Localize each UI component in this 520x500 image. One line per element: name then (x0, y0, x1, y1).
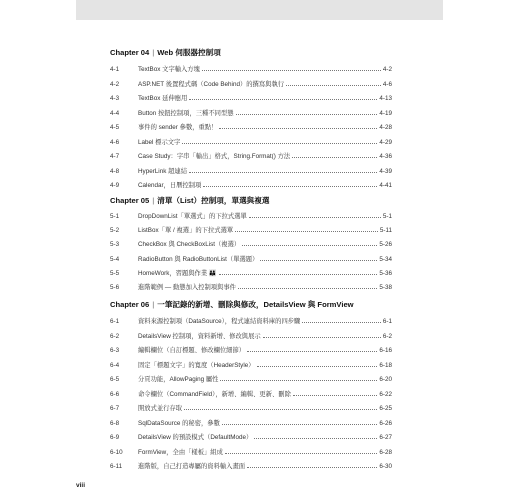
section-title: ListBox「單 / 複選」的下拉式選單 (138, 227, 234, 234)
page-ref: 5-38 (379, 284, 392, 291)
page-ref: 6-27 (379, 434, 392, 441)
section-number: 6-1 (110, 318, 120, 325)
page-ref: 6-20 (379, 376, 392, 383)
chapter-number: Chapter 04 (110, 48, 150, 57)
section-number: 4-7 (110, 153, 120, 160)
page-ref: 4-6 (382, 80, 392, 88)
toc-entry[interactable] (110, 150, 392, 161)
section-number: 6-4 (110, 361, 120, 369)
section-title: SqlDataSource 的秘密，參數 (138, 419, 220, 427)
section-number: 6-10 (110, 448, 123, 456)
section-number: 5-6 (110, 284, 120, 291)
chapter-heading (110, 195, 392, 206)
section-number: 6-3 (110, 347, 120, 354)
toc-entry[interactable] (110, 402, 392, 413)
section-number: 4-8 (110, 167, 120, 175)
section-number: 4-3 (110, 95, 120, 102)
section-number: 6-2 (110, 332, 120, 340)
section-number: 6-9 (110, 434, 120, 441)
page-ref: 5-11 (379, 227, 392, 234)
dot-leader (293, 388, 378, 396)
heading-divider: | (152, 48, 155, 57)
section-number: 5-5 (110, 269, 120, 277)
toc-entry[interactable] (110, 417, 392, 428)
section-title: Calendar，日曆控制項 (138, 182, 202, 189)
toc-entry[interactable] (110, 165, 392, 176)
section-title: CheckBox 與 CheckBoxList（複選） (138, 241, 241, 248)
toc-entry[interactable] (110, 179, 392, 190)
page-ref: 4-13 (379, 95, 392, 102)
chapter-number: Chapter 06 (110, 300, 150, 309)
section-title: Case Study：字串「輸出」格式，String.Format() 方法 (138, 153, 291, 160)
section-title: 進階版，自己打造專屬的資料輸入畫面 (138, 463, 246, 470)
dot-leader (263, 330, 381, 338)
chapter-heading (110, 299, 392, 310)
section-title: HomeWork，習題與作業 👪 (138, 269, 217, 277)
page-ref: 6-16 (379, 347, 392, 354)
page-ref: 6-26 (379, 419, 392, 427)
toc-entry[interactable] (110, 224, 392, 235)
page-ref: 4-2 (382, 66, 392, 73)
section-title: 分頁功能，AllowPaging 屬性 (138, 376, 219, 383)
page-ref: 6-30 (379, 463, 392, 470)
section-number: 4-6 (110, 138, 120, 146)
section-title: 事件的 sender 參數，重點！ (138, 124, 218, 131)
section-number: 5-3 (110, 241, 120, 248)
dot-leader (189, 92, 377, 100)
page-ref: 4-29 (379, 138, 392, 146)
toc-entry[interactable] (110, 78, 392, 89)
dot-leader (302, 315, 381, 323)
dot-leader (203, 179, 377, 187)
dot-leader (254, 431, 377, 439)
section-title: Button 按鈕控制項，三種不同型態 (138, 109, 234, 117)
dot-leader (247, 460, 377, 468)
page-ref: 4-36 (379, 153, 392, 160)
dot-leader (236, 107, 378, 115)
dot-leader (182, 136, 377, 144)
toc-entry[interactable] (110, 92, 392, 103)
section-number: 4-1 (110, 66, 120, 73)
toc-entry[interactable] (110, 238, 392, 249)
toc-entry[interactable] (110, 359, 392, 370)
page-ref: 4-19 (379, 109, 392, 117)
toc-entry[interactable] (110, 388, 392, 399)
page-ref: 6-28 (379, 448, 392, 456)
section-title: Label 標示文字 (138, 138, 181, 146)
section-number: 6-5 (110, 376, 120, 383)
page-ref: 5-1 (382, 212, 392, 220)
page-ref: 4-28 (379, 124, 392, 131)
section-title: DetailsView 的預設模式（DefaultMode） (138, 434, 253, 441)
dot-leader (242, 238, 377, 246)
section-number: 4-4 (110, 109, 120, 117)
toc-entry[interactable] (110, 431, 392, 442)
dot-leader (292, 150, 377, 158)
chapter-title: Web 伺服器控制項 (157, 48, 221, 57)
chapter-heading (110, 47, 392, 58)
section-number: 5-1 (110, 212, 120, 220)
section-title: FormView，全由「樣板」組成 (138, 448, 223, 456)
page-ref: 4-41 (379, 182, 392, 189)
dot-leader (238, 281, 377, 289)
footer-page-number: viii (76, 482, 86, 489)
dot-leader (249, 210, 381, 218)
toc-entry[interactable] (110, 330, 392, 341)
toc-entry[interactable] (110, 373, 392, 384)
section-title: 命令欄位（CommandField），新增、編輯、更新、刪除 (138, 390, 291, 398)
dot-leader (260, 253, 377, 261)
dot-leader (225, 446, 377, 454)
dot-leader (222, 417, 378, 425)
chapter-title: 一筆記錄的新增、刪除與修改，DetailsView 與 FormView (157, 300, 354, 309)
toc-entry[interactable] (110, 267, 392, 278)
section-title: TextBox 延伸應用 (138, 95, 188, 102)
section-number: 5-4 (110, 255, 120, 263)
dot-leader (202, 63, 381, 71)
dot-leader (286, 78, 381, 86)
heading-divider: | (152, 196, 155, 205)
toc-entry[interactable] (110, 107, 392, 118)
section-number: 4-9 (110, 182, 120, 189)
section-title: DetailsView 控制項，資料新增、修改與展示 (138, 332, 261, 340)
section-number: 6-11 (110, 463, 123, 470)
toc-entry[interactable] (110, 63, 392, 74)
page-ref: 6-2 (382, 332, 392, 340)
page-ref: 6-25 (379, 405, 392, 412)
toc-entry[interactable] (110, 446, 392, 457)
section-title: DropDownList「單選式」的下拉式選單 (138, 212, 247, 220)
page-ref: 5-26 (379, 241, 392, 248)
page-ref: 5-34 (379, 255, 392, 263)
section-title: TextBox 文字輸入方塊 (138, 66, 200, 73)
section-title: 固定「標題文字」的寬度（HeaderStyle） (138, 361, 255, 369)
dot-leader (220, 373, 377, 381)
section-number: 4-2 (110, 80, 120, 88)
toc-entry[interactable] (110, 136, 392, 147)
section-number: 5-2 (110, 227, 120, 234)
toc-entry[interactable] (110, 460, 392, 471)
toc-entry[interactable] (110, 121, 392, 132)
dot-leader (219, 121, 377, 129)
dot-leader (189, 165, 377, 173)
toc-entry[interactable] (110, 253, 392, 264)
toc-entry[interactable] (110, 210, 392, 221)
chapter-title: 清單（List）控制項，單選與複選 (157, 196, 270, 205)
heading-divider: | (152, 300, 155, 309)
section-number: 4-5 (110, 124, 120, 131)
section-title: 編輯欄位（自訂標題、修改欄位細節） (138, 347, 246, 354)
page-ref: 6-22 (379, 390, 392, 398)
dot-leader (219, 267, 378, 275)
section-title: 資料來源控制項（DataSource），程式連結資料庫的四步驟 (138, 318, 301, 325)
top-header-band (76, 0, 443, 20)
page-ref: 6-1 (382, 318, 392, 325)
section-title: 開放式並行存取 (138, 405, 183, 412)
toc-entry[interactable] (110, 344, 392, 355)
section-number: 6-6 (110, 390, 120, 398)
chapter-number: Chapter 05 (110, 196, 150, 205)
section-title: 進階範例 — 動態加入控制項與事件 (138, 284, 236, 291)
section-number: 6-7 (110, 405, 120, 412)
page-ref: 4-39 (379, 167, 392, 175)
dot-leader (184, 402, 377, 410)
dot-leader (257, 359, 378, 367)
toc-entry[interactable] (110, 281, 392, 292)
toc-entry[interactable] (110, 315, 392, 326)
section-title: ASP.NET 後置程式碼（Code Behind）的撰寫與執行 (138, 80, 285, 88)
page-ref: 5-36 (379, 269, 392, 277)
dot-leader (247, 344, 377, 352)
section-title: RadioButton 與 RadioButtonList（單選題） (138, 255, 259, 263)
section-number: 6-8 (110, 419, 120, 427)
section-title: HyperLink 超連結 (138, 167, 187, 175)
dot-leader (235, 224, 378, 232)
page-ref: 6-18 (379, 361, 392, 369)
